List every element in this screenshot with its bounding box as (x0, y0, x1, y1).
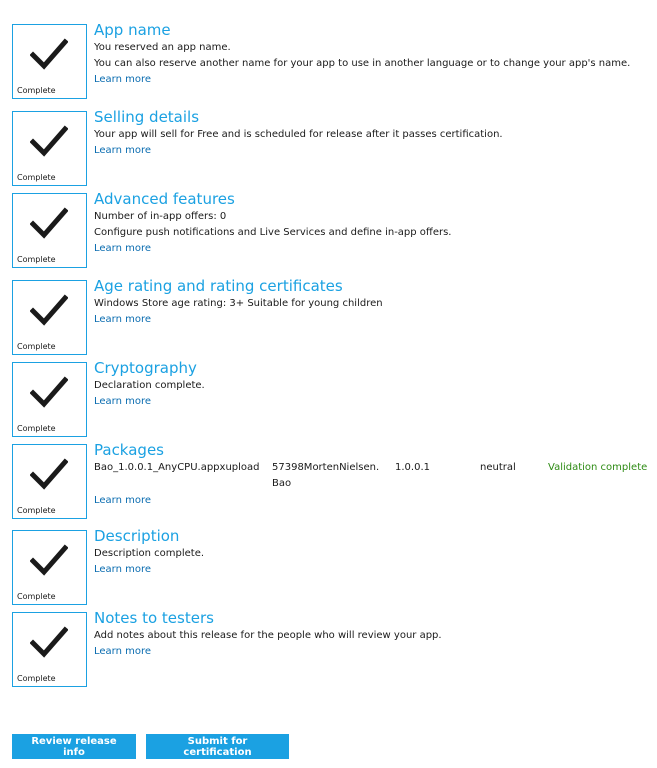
step-notes-to-testers (12, 609, 652, 688)
learn-more-link[interactable]: Learn more (94, 495, 152, 506)
checkmark-icon (30, 626, 68, 660)
learn-more-link[interactable]: Learn more (94, 74, 152, 85)
step-advanced-features (12, 190, 652, 269)
step-description: Number of in-app offers: 0 (94, 211, 227, 222)
learn-more-link[interactable]: Learn more (94, 243, 152, 254)
package-identity: 57398MortenNielsen. Bao (272, 462, 380, 489)
step-title[interactable]: Packages (94, 441, 164, 459)
status-label: Complete (17, 86, 56, 95)
checkmark-icon (30, 458, 68, 492)
step-packages (12, 441, 652, 520)
checkmark-icon (30, 544, 68, 578)
step-description: Configure push notifications and Live Services and define in-app offers. (94, 227, 452, 238)
step-title[interactable]: Age rating and rating certificates (94, 277, 343, 295)
step-cryptography (12, 359, 652, 438)
checkmark-icon (30, 38, 68, 72)
step-age-rating (12, 277, 652, 356)
learn-more-link[interactable]: Learn more (94, 564, 152, 575)
learn-more-link[interactable]: Learn more (94, 314, 152, 325)
review-release-info-button[interactable]: Review release info (12, 734, 136, 759)
status-tile[interactable] (12, 193, 87, 268)
checkmark-icon (30, 125, 68, 159)
status-tile[interactable] (12, 530, 87, 605)
step-description: You can also reserve another name for your app to use in another language or to change your app's name. (94, 58, 631, 69)
status-label: Complete (17, 506, 56, 515)
step-title[interactable]: Advanced features (94, 190, 235, 208)
checkmark-icon (30, 207, 68, 241)
step-title[interactable]: Selling details (94, 108, 200, 126)
learn-more-link[interactable]: Learn more (94, 145, 152, 156)
checkmark-icon (30, 294, 68, 328)
step-description (12, 527, 652, 606)
status-tile[interactable] (12, 612, 87, 687)
learn-more-link[interactable]: Learn more (94, 646, 152, 657)
step-selling-details (12, 108, 652, 187)
status-tile[interactable] (12, 444, 87, 519)
package-architecture: neutral (480, 462, 516, 473)
package-row (94, 460, 652, 493)
package-validation-status: Validation complete (548, 462, 648, 473)
step-description: Windows Store age rating: 3+ Suitable for young children (94, 298, 383, 309)
status-label: Complete (17, 342, 56, 351)
step-title[interactable]: App name (94, 21, 171, 39)
status-label: Complete (17, 674, 56, 683)
learn-more-link[interactable]: Learn more (94, 396, 152, 407)
step-description: Declaration complete. (94, 380, 205, 391)
checkmark-icon (30, 376, 68, 410)
step-description: Description complete. (94, 548, 205, 559)
step-title[interactable]: Description (94, 527, 180, 545)
status-tile[interactable] (12, 24, 87, 99)
status-tile[interactable] (12, 111, 87, 186)
status-label: Complete (17, 173, 56, 182)
submit-for-certification-button[interactable]: Submit for certification (146, 734, 289, 759)
package-version: 1.0.0.1 (395, 462, 430, 473)
step-description: Add notes about this release for the people who will review your app. (94, 630, 442, 641)
step-title[interactable]: Cryptography (94, 359, 197, 377)
status-tile[interactable] (12, 280, 87, 355)
step-description: Your app will sell for Free and is scheduled for release after it passes certification. (94, 129, 503, 140)
step-description: You reserved an app name. (94, 42, 231, 53)
status-label: Complete (17, 592, 56, 601)
package-file-name: Bao_1.0.0.1_AnyCPU.appxupload (94, 462, 260, 473)
status-tile[interactable] (12, 362, 87, 437)
status-label: Complete (17, 255, 56, 264)
status-label: Complete (17, 424, 56, 433)
step-app-name (12, 21, 652, 100)
step-title[interactable]: Notes to testers (94, 609, 214, 627)
